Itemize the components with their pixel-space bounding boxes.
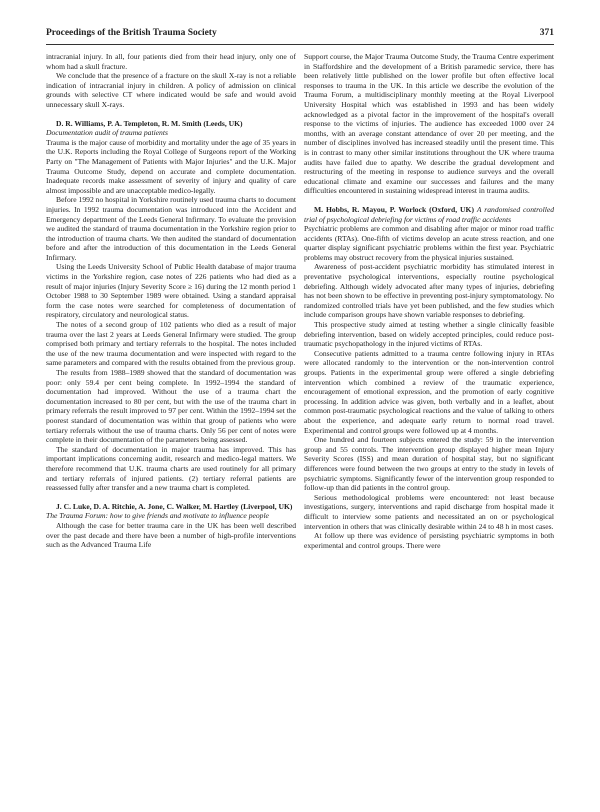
paragraph: At follow up there was evidence of persisting psychiatric symptoms in both experimental and control groups. There were (304, 531, 554, 550)
journal-title: Proceedings of the British Trauma Society (46, 28, 217, 38)
paragraph: One hundred and fourteen subjects entered the study: 59 in the intervention group and 55 controls. The intervention group displayed higher mean Injury Severity Scores (ISS) and mean duration of hospital stay, but no significant differences were found between the two groups at entry to the study in levels of psychiatric symptoms. Significantly fewer of the intervention group responded to follow-up than did patients in the control group. (304, 435, 554, 493)
paragraph: Although the case for better trauma care in the UK has been well described over the past decade and there have been a number of high-profile interventions such as the Advanced Trauma Life (46, 520, 296, 550)
abstract-authors: J. C. Luke, D. A. Ritchie, A. Jone, C. Walker, M. Hartley (Liverpool, UK) (56, 501, 293, 511)
paragraph: Before 1992 no hospital in Yorkshire routinely used trauma charts to document injuries. In 1992 trauma documentation was introduced into the Accident and Emergency department of the Leeds General Infirmary. To evaluate the provision we audited the standard of trauma documentation in the Yorkshire region prior to the introduction of trauma charts. We then audited the standard of documentation before and after the introduction of this documentation in the Leeds General Infirmary. (46, 195, 296, 262)
paragraph: Support course, the Major Trauma Outcome Study, the Trauma Centre experiment in Staffordshire and the development of a British paramedic service, there has been relatively little published on the lower profile but often effective local responses to trauma in the UK. In this article we describe the evolution of the Trauma Forum, a multidisciplinary monthly meeting at the Royal Liverpool University Hospital which was established in 1993 and has been widely acknowledged as a pivotal factor in the improvement of the hospital's overall response to the victims of injuries. The audience has exceeded 1000 over 24 months, with an average constant attendance of over 20 per meeting, and the number of disciplines involved has increased steadily until the present time. This is in contrast to many other similar institutions throughout the UK where trauma audits have failed due to apathy. We describe the gradual development and restructuring of the meeting in response to audience surveys and the overall educational climate and examine our successes and failures and the many difficulties encountered in sustaining widespread interest in trauma audits. (304, 52, 554, 196)
paragraph: This prospective study aimed at testing whether a single clinically feasible debriefing intervention, based on widely accepted principles, could reduce post-traumatic psychopathology in the injured victims of RTAs. (304, 320, 554, 349)
paragraph: intracranial injury. In all, four patients died from their head injury, only one of whom had a skull fracture. (46, 52, 296, 71)
left-column (46, 52, 296, 802)
paragraph: Serious methodological problems were encountered: not least because investigations, surgery, interventions and rapid discharge from hospital made it difficult to interview some patients and necessitated an on or psychological intervention in others that was clinically desirable within 24 to 48 h in most cases. (304, 492, 554, 531)
paragraph: Consecutive patients admitted to a trauma centre following injury in RTAs were allocated randomly to the intervention or the non-intervention control groups. Patients in the experimental group were offered a single debriefing intervention which combined a review of the traumatic experience, encouragement of emotional expression, and the promotion of early cognitive processing. In addition advice was given, both verbally and in a leaflet, about common post-traumatic psychological reactions and the value of talking to others about the experience, and adequate early return to normal road travel. Experimental and control groups were followed up at 4 months. (304, 348, 554, 435)
trauma-forum-continued (304, 52, 554, 196)
abstract-documentation-audit (46, 119, 296, 493)
header-rule (46, 44, 554, 45)
abstract-title: Documentation audit of trauma patients (46, 128, 168, 138)
paragraph: The results from 1988–1989 showed that the standard of documentation was poor: only 59.4 per cent being complete. In 1992–1994 the standard of documentation had improved. Without the use of a trauma chart the documentation increased to 80 per cent, but with the use of the trauma chart in primary referrals the result improved to 97 per cent. Within the 1992–1994 set the poorest standard of documentation was within that group of patients who were tertiary referrals without the use of trauma charts. Only 56 per cent of notes were complete in their documentation of the parameters being assessed. (46, 368, 296, 445)
paragraph: We conclude that the presence of a fracture on the skull X-ray is not a reliable indication of intracranial injury in children. A policy of admission on clinical grounds with selective CT where indicated would be safe and would avoid unnecessary skull X-rays. (46, 71, 296, 109)
abstract-debriefing-trial (304, 205, 554, 550)
author-list: M. Hobbs, R. Mayou, P. Worlock (Oxford, UK) (314, 204, 474, 214)
abstract-title: The Trauma Forum: how to give friends and motivate to influence people (46, 511, 269, 521)
paragraph: The notes of a second group of 102 patients who died as a result of major trauma over the last 2 years at Leeds General Infirmary were studied. The group comprised both primary and tertiary referrals to the hospital. The notes included the use of the new trauma documentation and were inspected with regard to the same parameters and compared with the results obtained from the previous group. (46, 320, 296, 368)
abstract-title: A randomised controlled trial of psychological debriefing for victims of road traffic accidents (304, 204, 554, 224)
paragraph: Trauma is the major cause of morbidity and mortality under the age of 35 years in the U.K. Reports including the Royal College of Surgeons report of the Working Party on "The Management of Patients with Major Injuries" and the U.K. Major Trauma Outcome Study, depend on accurate and complete documentation. Inadequate records make assessment of severity of injury and quality of care almost impossible and are unacceptable medico-legally. (46, 137, 296, 195)
right-column (304, 52, 554, 802)
intro-text (46, 52, 296, 110)
page-number: 371 (539, 28, 554, 38)
abstract-authors: D. R. Williams, P. A. Templeton, R. M. Smith (Leeds, UK) (56, 118, 243, 128)
paragraph: The standard of documentation in major trauma has improved. This has important implications concerning audit, research and medico-legal matters. We therefore recommend that U.K. trauma charts are used routinely for all primary and tertiary referrals of injured patients. (2) tertiary referral patients are reassessed fully after transfer and a new trauma chart is completed. (46, 444, 296, 493)
abstract-trauma-forum (46, 502, 296, 550)
paragraph: Awareness of post-accident psychiatric morbidity has stimulated interest in preventative psychological interventions, especially routine psychological debriefing. Although widely advocated after many types of injuries, debriefing has not been shown to be effective in preventing post-injury symptomatology. No randomized controlled trials have yet been published, and the few studies which include comparison groups have shown variable responses to debriefing. (304, 262, 554, 320)
paragraph: Psychiatric problems are common and disabling after major or minor road traffic accidents (RTAs). One-fifth of victims develop an acute stress reaction, and one quarter display significant psychiatric problems within the first year. Psychiatric problems may obstruct recovery from the physical injuries sustained. (304, 224, 554, 262)
abstract-authors (304, 205, 554, 224)
running-header (46, 28, 554, 42)
paragraph: Using the Leeds University School of Public Health database of major trauma victims in the Yorkshire region, case notes of 226 patients who had died as a result of major injuries (Injury Severity Score ≥ 16) during the 12 month period 1 October 1988 to 30 September 1989 were obtained. Using a standard appraisal form the case notes were searched for completeness of documentation of respiratory, circulatory and neurological status. (46, 262, 296, 320)
